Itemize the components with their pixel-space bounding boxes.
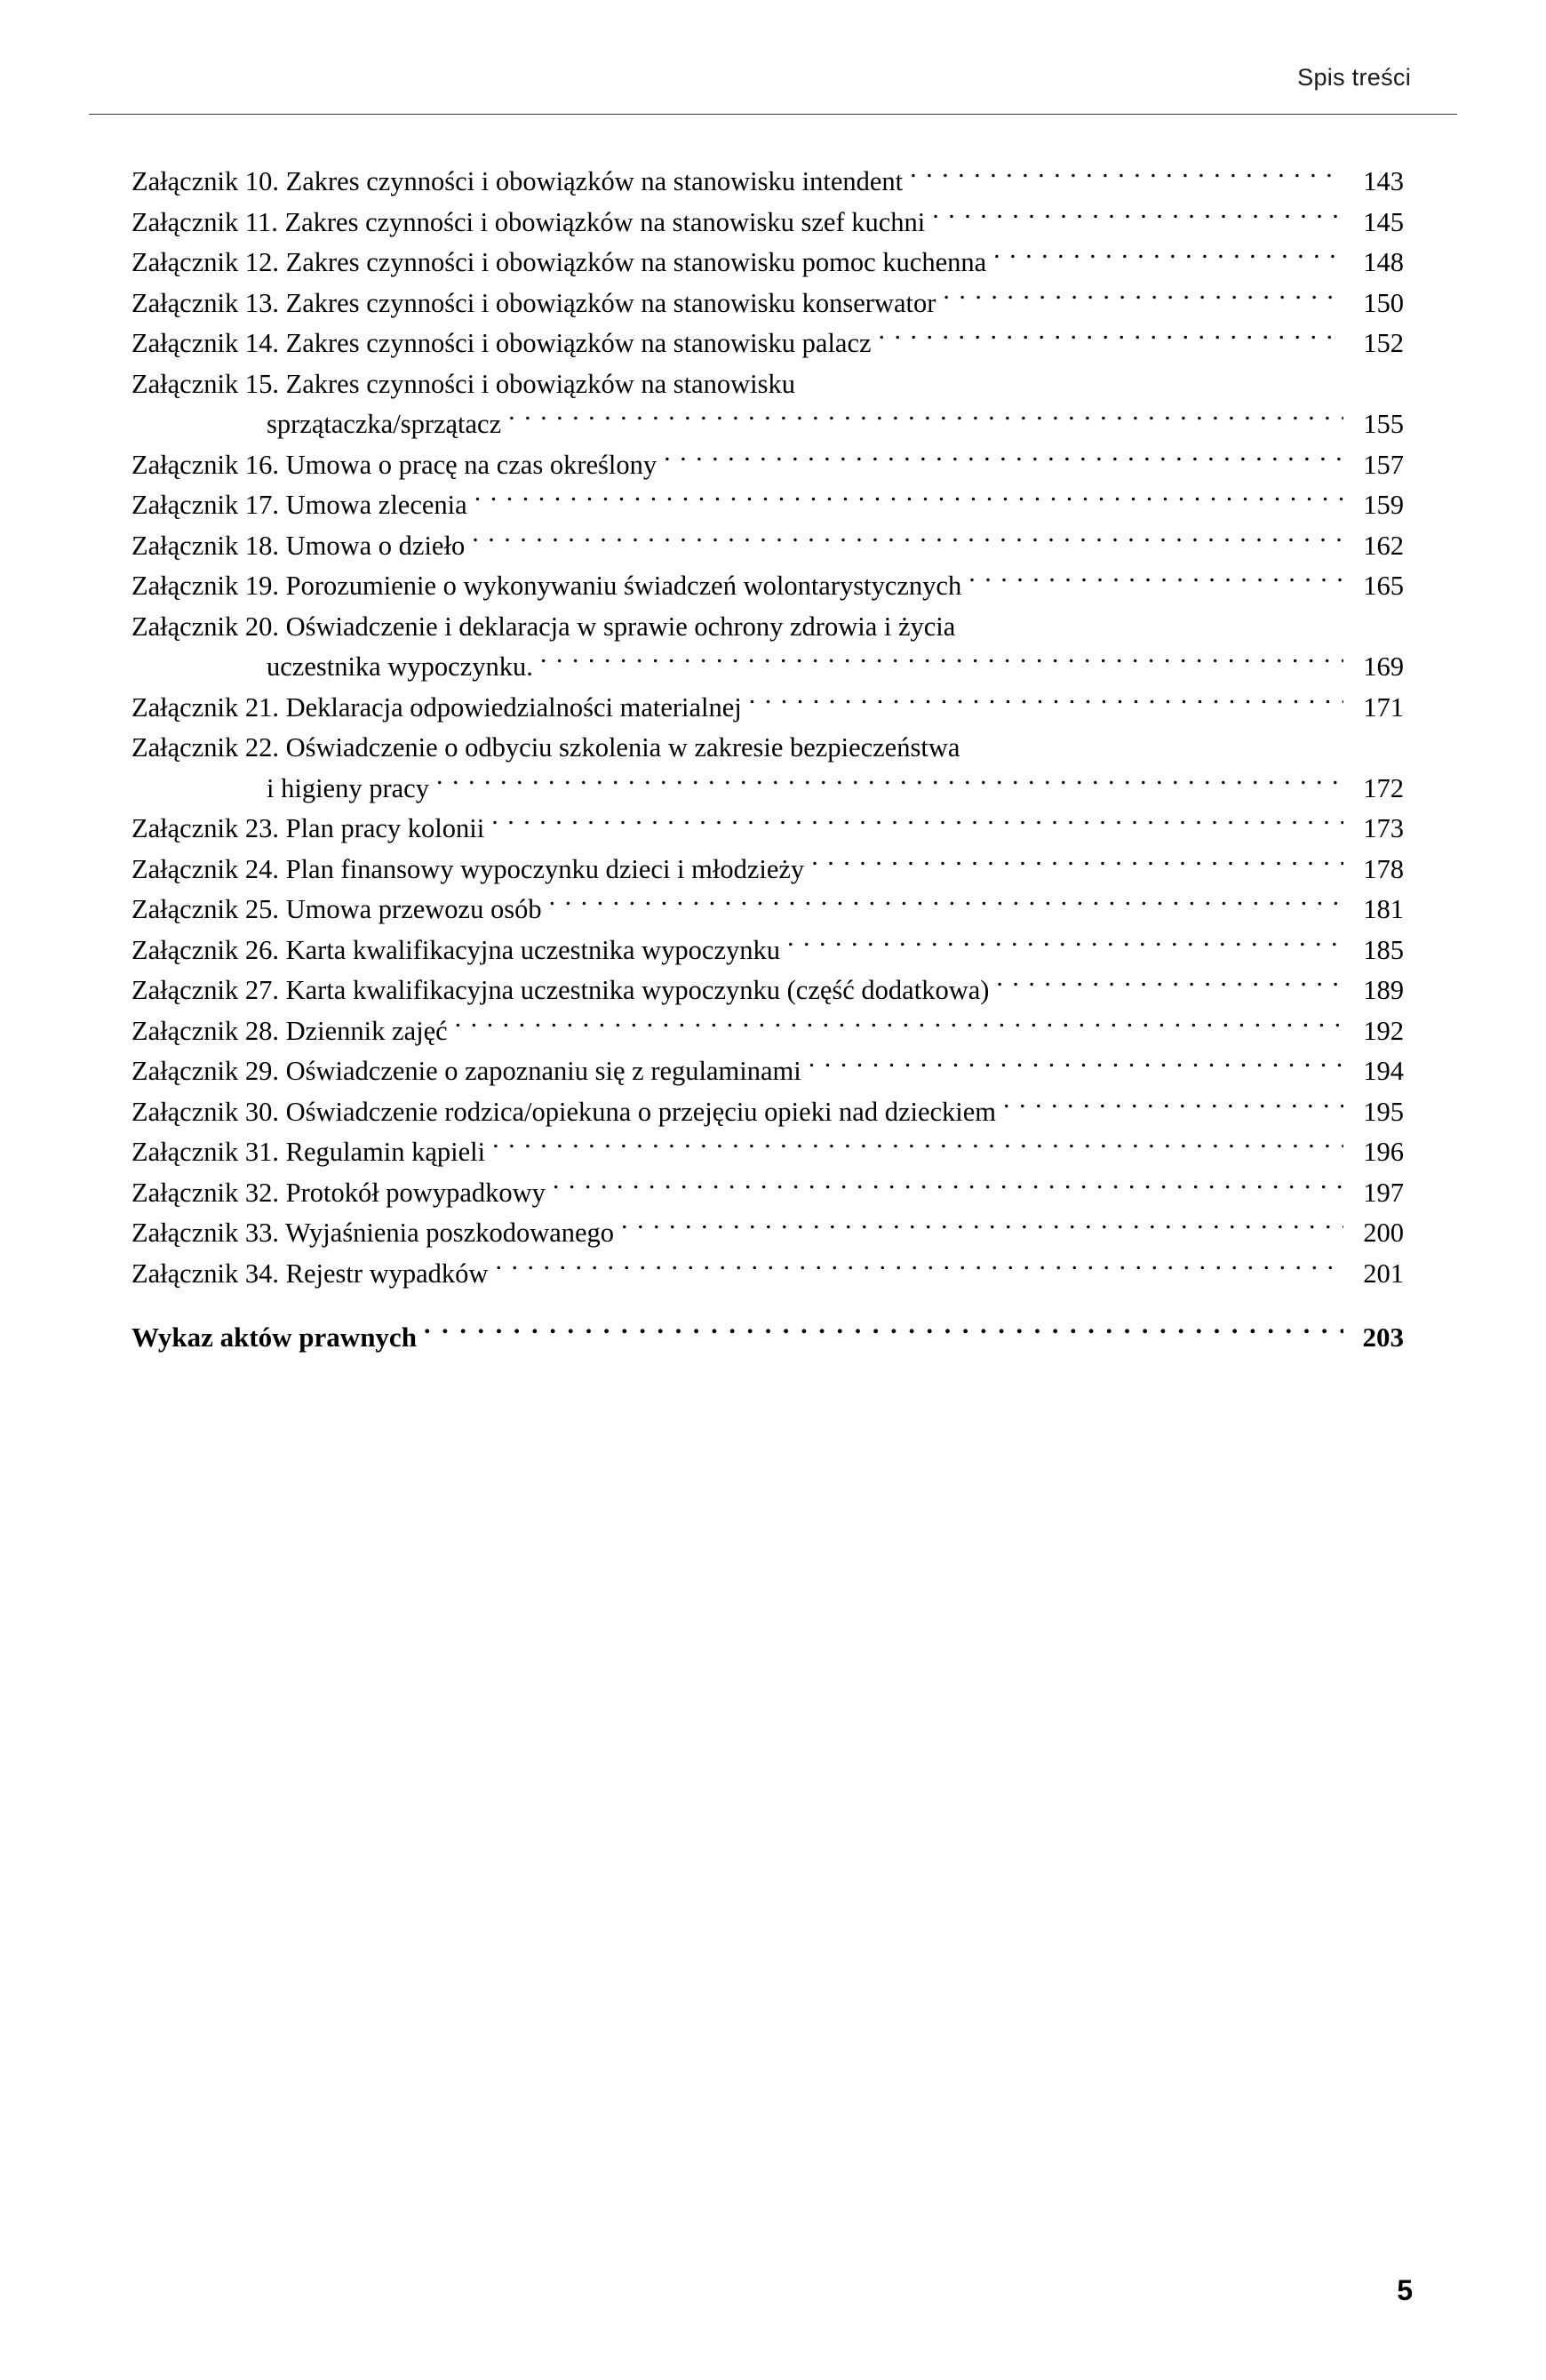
- toc-leader-dots: [996, 972, 1343, 1000]
- toc-entry-page: 203: [1362, 1322, 1404, 1353]
- toc-leader-dots: [809, 1053, 1343, 1081]
- toc-leader-dots: [549, 891, 1343, 919]
- toc-entry-label: uczestnika wypoczynku.: [267, 651, 533, 682]
- toc-leader-dots: [495, 1255, 1343, 1282]
- toc-entry-label: Załącznik 26. Karta kwalifikacyjna uczestnika wypoczynku: [131, 934, 781, 965]
- toc-entry-page: 192: [1363, 1015, 1404, 1046]
- toc-leader-dots: [879, 325, 1343, 353]
- toc-entry-page: 155: [1363, 409, 1404, 439]
- toc-entry[interactable]: [131, 243, 1404, 284]
- toc-entry-label: Załącznik 12. Zakres czynności i obowiązków na stanowisku pomoc kuchenna: [131, 247, 987, 277]
- toc-entry[interactable]: [131, 1213, 1404, 1254]
- toc-entry[interactable]: [131, 485, 1404, 526]
- toc-entry-page: 195: [1363, 1096, 1404, 1127]
- toc-entry-label: Załącznik 17. Umowa zlecenia: [131, 490, 467, 520]
- toc-entry-page: 157: [1363, 449, 1404, 480]
- toc-entry[interactable]: [131, 809, 1404, 850]
- toc-entry[interactable]: [131, 647, 1404, 688]
- toc-leader-dots: [472, 527, 1343, 555]
- toc-entry-label: Załącznik 33. Wyjaśnienia poszkodowanego: [131, 1218, 615, 1248]
- toc-entry-page: 172: [1363, 772, 1404, 803]
- toc-entry-label: Załącznik 22. Oświadczenie o odbyciu szkolenia w zakresie bezpieczeństwa: [131, 732, 960, 763]
- toc-entry-label: Załącznik 20. Oświadczenie i deklaracja w sprawie ochrony zdrowia i życia: [131, 611, 956, 642]
- toc-leader-dots: [968, 568, 1343, 595]
- toc-entry-page: 173: [1363, 813, 1404, 843]
- toc-entry-label: Załącznik 27. Karta kwalifikacyjna uczestnika wypoczynku (część dodatkowa): [131, 975, 990, 1005]
- toc-entry[interactable]: [131, 688, 1404, 729]
- toc-leader-dots: [787, 931, 1343, 959]
- toc-entry-label: Załącznik 18. Umowa o dzieło: [131, 530, 466, 561]
- toc-entry-label: Załącznik 31. Regulamin kąpieli: [131, 1137, 486, 1167]
- toc-entry-page: 185: [1363, 934, 1404, 965]
- toc-entry-page: 165: [1363, 571, 1404, 601]
- toc-entry-label: Załącznik 10. Zakres czynności i obowiązków na stanowisku intendent: [131, 166, 904, 196]
- toc-leader-dots: [508, 406, 1343, 434]
- toc-entry-page: 169: [1363, 651, 1404, 682]
- toc-entry-page: 197: [1363, 1177, 1404, 1208]
- toc-entry-label: Wykaz aktów prawnych: [131, 1322, 417, 1353]
- toc-entry-label: Załącznik 19. Porozumienie o wykonywaniu świadczeń wolontarystycznych: [131, 571, 962, 601]
- toc-entry-page: 145: [1363, 206, 1404, 237]
- toc-entry-page: 196: [1363, 1137, 1404, 1167]
- toc-entry[interactable]: [131, 769, 1404, 810]
- toc-leader-dots: [962, 608, 1343, 635]
- toc-entry-page: 189: [1363, 975, 1404, 1005]
- toc-entry-page: 178: [1363, 853, 1404, 884]
- toc-entry[interactable]: [131, 364, 1404, 405]
- toc-entry[interactable]: [131, 970, 1404, 1011]
- toc-entry-page: 148: [1363, 247, 1404, 277]
- toc-entry-label: Załącznik 30. Oświadczenie rodzica/opiekuna o przejęciu opieki nad dzieckiem: [131, 1096, 997, 1127]
- toc-entry[interactable]: [131, 1051, 1404, 1092]
- toc-entry-page: 194: [1363, 1056, 1404, 1086]
- toc-entry-label: Załącznik 13. Zakres czynności i obowiązków na stanowisku konserwator: [131, 287, 936, 318]
- toc-entry-label: Załącznik 21. Deklaracja odpowiedzialności materialnej: [131, 691, 742, 723]
- toc-entry-label: Załącznik 16. Umowa o pracę na czas określony: [131, 449, 657, 480]
- toc-entry-label: Załącznik 28. Dziennik zajęć: [131, 1015, 448, 1046]
- toc-leader-dots: [491, 811, 1343, 838]
- toc-entry-final[interactable]: [131, 1317, 1404, 1358]
- toc-leader-dots: [664, 446, 1343, 474]
- toc-entry[interactable]: [131, 1254, 1404, 1295]
- toc-entry[interactable]: [131, 728, 1404, 769]
- toc-entry[interactable]: [131, 890, 1404, 930]
- toc-entry[interactable]: [131, 203, 1404, 244]
- toc-entry-page: 200: [1363, 1218, 1404, 1248]
- toc-entry[interactable]: [131, 930, 1404, 971]
- toc-entry-page: 159: [1363, 490, 1404, 520]
- toc-leader-dots: [492, 1134, 1343, 1162]
- toc-entry[interactable]: [131, 284, 1404, 324]
- toc-leader-dots: [540, 649, 1343, 676]
- toc-entry[interactable]: [131, 445, 1404, 486]
- toc-entry-page: 171: [1363, 691, 1404, 723]
- toc-leader-dots: [1003, 1093, 1343, 1121]
- toc-entry[interactable]: [131, 850, 1404, 891]
- toc-entry[interactable]: [131, 607, 1404, 648]
- toc-entry[interactable]: [131, 1092, 1404, 1133]
- toc-entry-label: i higieny pracy: [267, 772, 429, 803]
- toc-entry[interactable]: [131, 323, 1404, 364]
- toc-entry-label: Załącznik 14. Zakres czynności i obowiązków na stanowisku palacz: [131, 328, 872, 358]
- toc-entry[interactable]: [131, 1173, 1404, 1214]
- toc-leader-dots: [910, 164, 1343, 191]
- toc-entry-page: 181: [1363, 894, 1404, 924]
- table-of-contents: [131, 162, 1404, 1358]
- toc-entry-page: 143: [1363, 166, 1404, 196]
- toc-entry[interactable]: [131, 1132, 1404, 1173]
- toc-leader-dots: [424, 1319, 1343, 1346]
- toc-leader-dots: [943, 284, 1343, 312]
- toc-entry-page: 150: [1363, 287, 1404, 318]
- toc-entry-label: Załącznik 25. Umowa przewozu osób: [131, 894, 542, 924]
- toc-entry-page: 201: [1363, 1258, 1404, 1289]
- toc-entry[interactable]: [131, 404, 1404, 445]
- toc-entry[interactable]: [131, 162, 1404, 203]
- toc-leader-dots: [749, 689, 1343, 716]
- page-number: 5: [1397, 2274, 1413, 2306]
- toc-leader-dots: [932, 204, 1343, 231]
- toc-leader-dots: [474, 487, 1343, 515]
- toc-entry-label: Załącznik 23. Plan pracy kolonii: [131, 813, 485, 843]
- toc-leader-dots: [621, 1215, 1343, 1242]
- toc-entry-label: Załącznik 24. Plan finansowy wypoczynku dzieci i młodzieży: [131, 853, 805, 884]
- toc-entry-label: sprzątaczka/sprzątacz: [267, 409, 502, 439]
- toc-entry-page: 152: [1363, 328, 1404, 358]
- toc-leader-dots: [436, 770, 1343, 797]
- header-divider: [89, 114, 1457, 115]
- running-head: Spis treści: [1297, 64, 1411, 91]
- toc-entry-label: Załącznik 15. Zakres czynności i obowiązków na stanowisku: [131, 368, 796, 399]
- toc-entry[interactable]: [131, 1011, 1404, 1052]
- toc-entry-page: 162: [1363, 530, 1404, 561]
- toc-leader-dots: [811, 851, 1343, 878]
- toc-leader-dots: [967, 730, 1343, 757]
- toc-entry-label: Załącznik 32. Protokół powypadkowy: [131, 1177, 546, 1208]
- toc-leader-dots: [993, 244, 1343, 272]
- toc-entry-label: Załącznik 11. Zakres czynności i obowiązków na stanowisku szef kuchni: [131, 206, 926, 237]
- toc-entry-list: [131, 162, 1404, 1294]
- toc-entry-label: Załącznik 29. Oświadczenie o zapoznaniu się z regulaminami: [131, 1056, 801, 1086]
- toc-entry[interactable]: [131, 566, 1404, 607]
- toc-entry[interactable]: [131, 526, 1404, 567]
- toc-leader-dots: [553, 1174, 1343, 1202]
- toc-leader-dots: [802, 365, 1343, 393]
- toc-entry-label: Załącznik 34. Rejestr wypadków: [131, 1258, 489, 1289]
- toc-leader-dots: [455, 1012, 1343, 1040]
